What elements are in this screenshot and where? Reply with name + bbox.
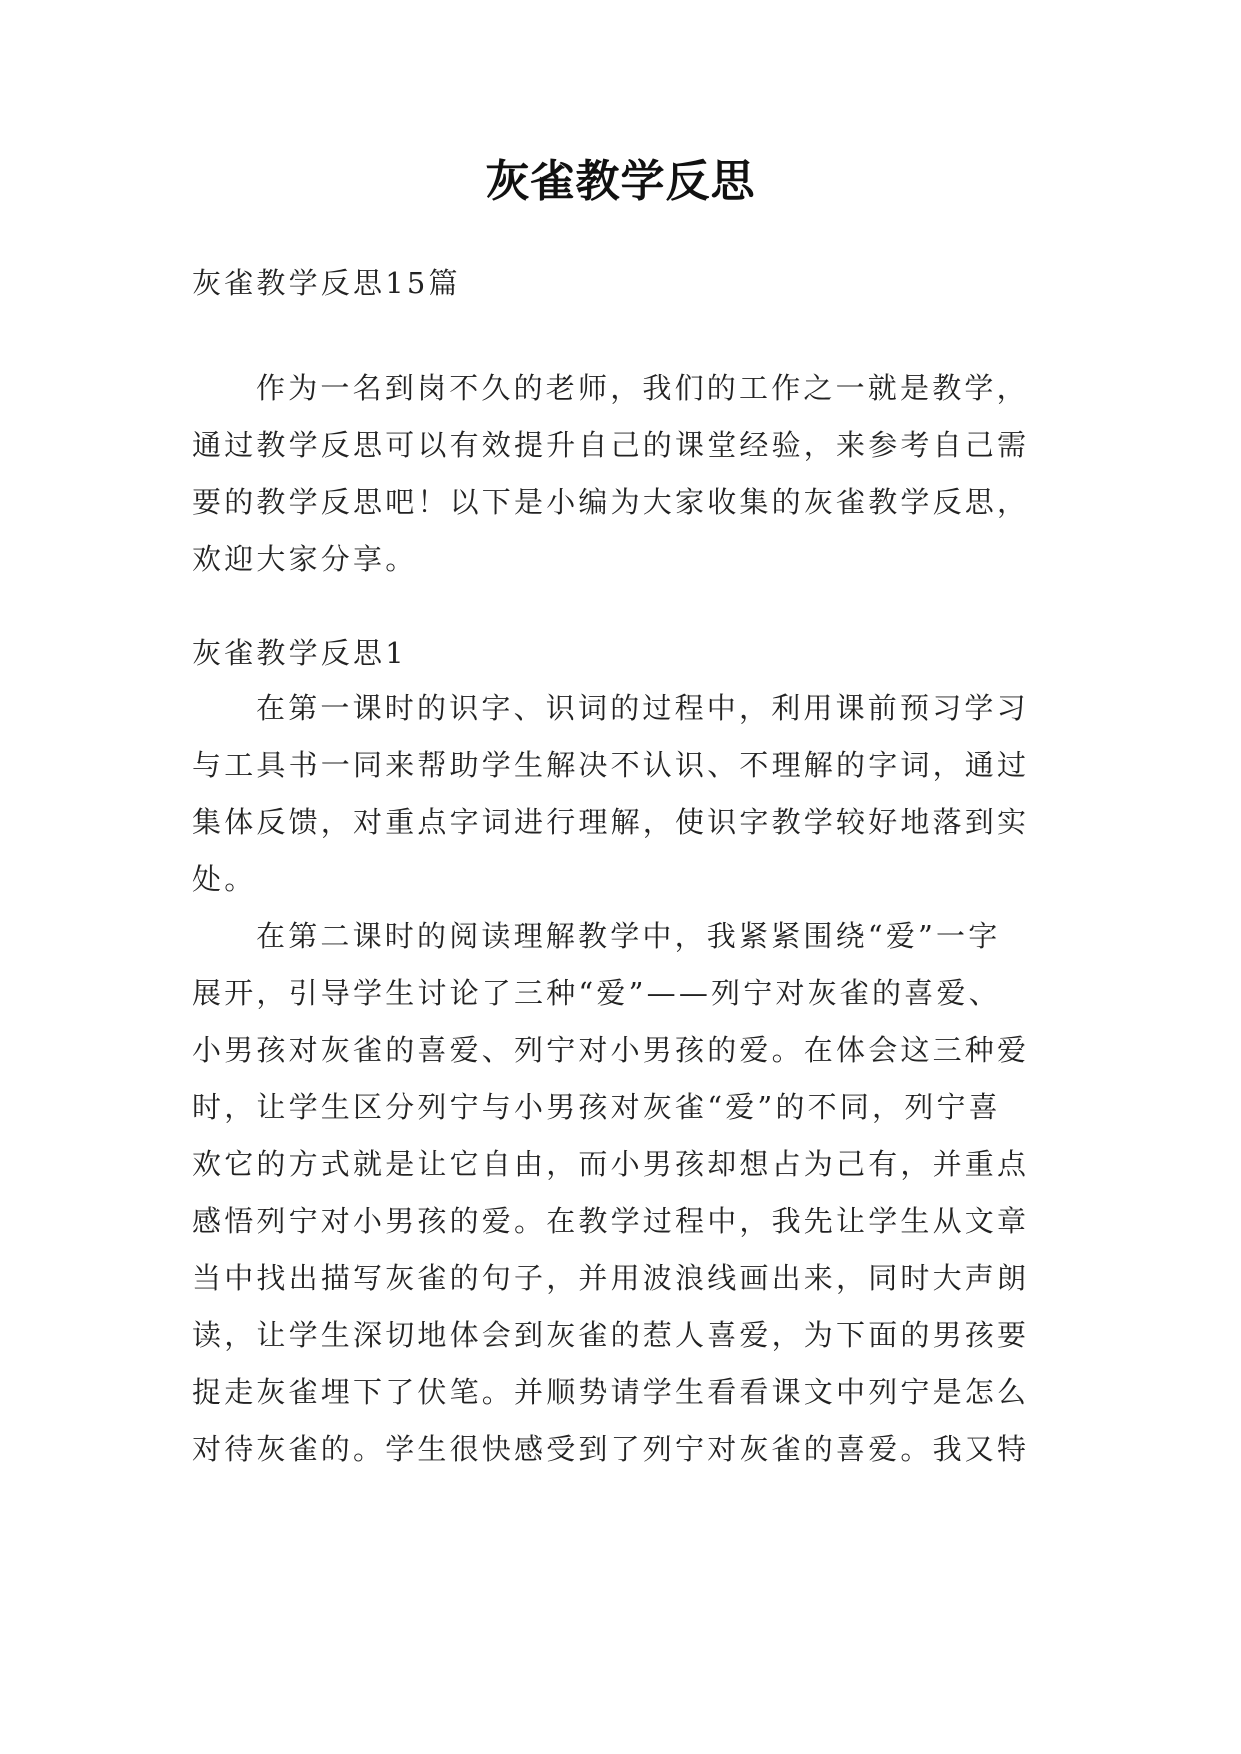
paragraph-line: 集体反馈，对重点字词进行理解，使识字教学较好地落到实 — [192, 805, 1030, 839]
paragraph-line: 捉走灰雀埋下了伏笔。并顺势请学生看看课文中列宁是怎么 — [192, 1375, 1030, 1409]
intro-line: 通过教学反思可以有效提升自己的课堂经验，来参考自己需 — [192, 428, 1030, 462]
document-title: 灰雀教学反思 — [485, 156, 756, 207]
intro-line: 作为一名到岗不久的老师，我们的工作之一就是教学， — [256, 371, 1029, 405]
paragraph-line: 欢它的方式就是让它自由，而小男孩却想占为己有，并重点 — [192, 1147, 1030, 1181]
paragraph-line: 处。 — [192, 862, 257, 896]
intro-line: 欢迎大家分享。 — [192, 542, 418, 576]
paragraph-line: 对待灰雀的。学生很快感受到了列宁对灰雀的喜爱。我又特 — [192, 1432, 1030, 1466]
document-subtitle: 灰雀教学反思15篇 — [192, 266, 461, 300]
paragraph-line: 展开，引导学生讨论了三种“爱”——列宁对灰雀的喜爱、 — [192, 976, 1001, 1010]
paragraph-line: 在第二课时的阅读理解教学中，我紧紧围绕“爱”一字 — [256, 919, 1001, 953]
paragraph-line: 小男孩对灰雀的喜爱、列宁对小男孩的爱。在体会这三种爱 — [192, 1033, 1030, 1067]
paragraph-line: 在第一课时的识字、识词的过程中，利用课前预习学习 — [256, 691, 1029, 725]
paragraph-line: 当中找出描写灰雀的句子，并用波浪线画出来，同时大声朗 — [192, 1261, 1030, 1295]
paragraph-line: 读，让学生深切地体会到灰雀的惹人喜爱，为下面的男孩要 — [192, 1318, 1030, 1352]
section-heading: 灰雀教学反思1 — [192, 636, 407, 670]
paragraph-line: 感悟列宁对小男孩的爱。在教学过程中，我先让学生从文章 — [192, 1204, 1030, 1238]
paragraph-line: 与工具书一同来帮助学生解决不认识、不理解的字词，通过 — [192, 748, 1030, 782]
paragraph-line: 时，让学生区分列宁与小男孩对灰雀“爱”的不同，列宁喜 — [192, 1090, 1001, 1124]
intro-line: 要的教学反思吧！以下是小编为大家收集的灰雀教学反思， — [192, 485, 1030, 519]
